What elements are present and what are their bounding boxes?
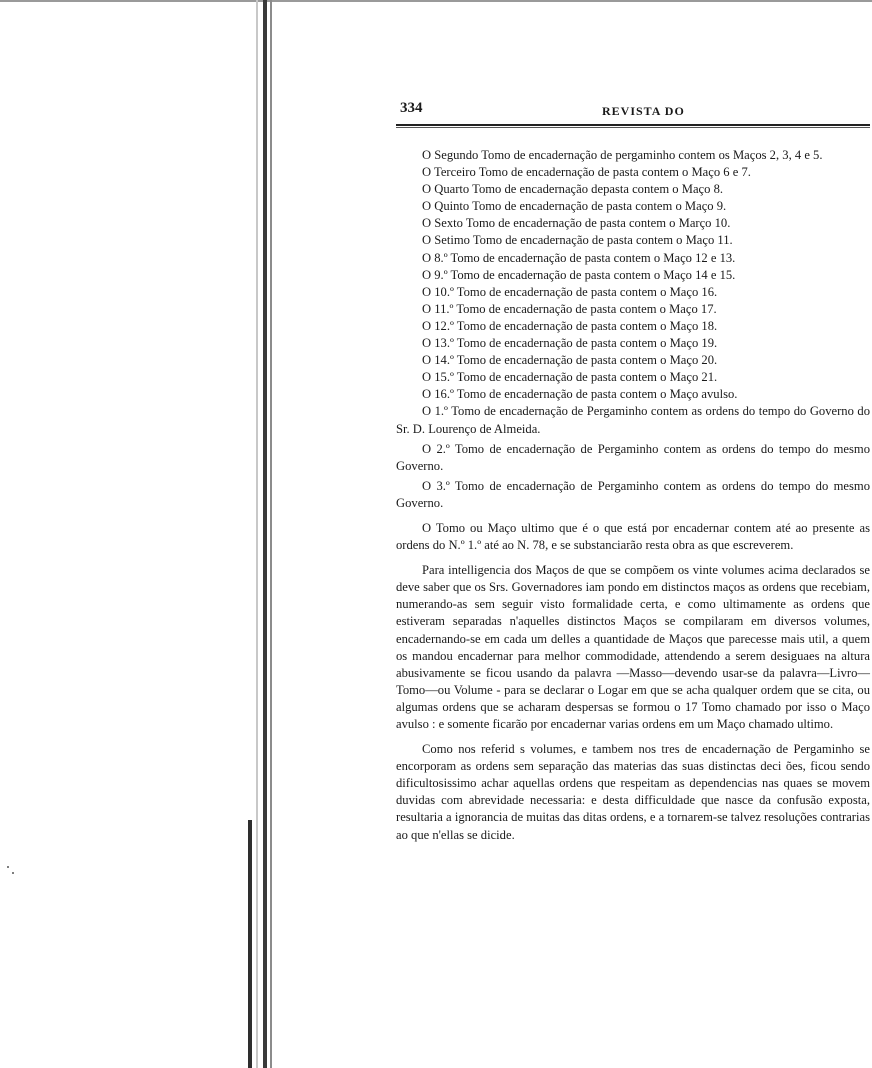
- scan-speck: [12, 872, 14, 874]
- paragraph: Como nos referid s volumes, e tambem nos tres de encadernação de Pergaminho se encorporam as ordens sem separação das materias das suas distinctas deci ões, ficou sendo dificultosissimo achar aquellas ordens que respeitam as dependencias nas quaes se movem duvidas com abrevidade necessaria: e desta difficuldade que nasce da confusão exposta, resultaria a ignorancia de muitas das ditas ordens, e a tornarem-se talvez resoluções contrarias ao que n'ellas se dicide.: [396, 742, 870, 842]
- volume-entry: O Sexto Tomo de encadernação de pasta contem o Março 10.: [422, 216, 731, 231]
- volume-entry: O 2.º Tomo de encadernação de Pergaminho contem as ordens do tempo do mesmo Governo.: [396, 441, 870, 473]
- volume-entry: O 1.º Tomo de encadernação de Pergaminho contem as ordens do tempo do Governo do Sr. D. Lourenço de Almeida.: [396, 404, 870, 436]
- running-head: [396, 96, 870, 118]
- scan-speck: [7, 866, 9, 868]
- volume-entry: O 10.º Tomo de encadernação de pasta contem o Maço 16.: [422, 284, 718, 299]
- volume-entry: O 9.º Tomo de encadernação de pasta contem o Maço 14 e 15.: [422, 267, 736, 282]
- volume-entry: O 16.º Tomo de encadernação de pasta contem o Maço avulso.: [422, 387, 738, 402]
- page: [396, 96, 870, 844]
- book-gutter-shadow: [256, 0, 258, 1068]
- volume-entry: O Segundo Tomo de encadernação de pergaminho contem os Maços 2, 3, 4 e 5.: [422, 148, 823, 162]
- book-gutter: [263, 0, 267, 1068]
- running-title: REVISTA DO: [602, 104, 685, 118]
- book-spine-shadow: [248, 820, 252, 1068]
- header-rule: [396, 124, 870, 128]
- paragraph: O Tomo ou Maço ultimo que é o que está por encadernar contem até ao presente as ordens do N.º 1.º até ao N. 78, e se substanciarão resta obra as que escreverem.: [396, 520, 870, 553]
- volume-entry: O 8.º Tomo de encadernação de pasta contem o Maço 12 e 13.: [422, 250, 736, 265]
- volume-entry: O Setimo Tomo de encadernação de pasta contem o Maço 11.: [422, 233, 733, 248]
- volume-entry: O Terceiro Tomo de encadernação de pasta contem o Maço 6 e 7.: [422, 165, 751, 180]
- volume-entry: O 3.º Tomo de encadernação de Pergaminho contem as ordens do tempo do mesmo Governo.: [396, 478, 870, 510]
- body-text: [396, 147, 870, 844]
- volume-entry: O Quinto Tomo de encadernação de pasta contem o Maço 9.: [422, 199, 727, 214]
- scan-edge: [0, 0, 872, 2]
- page-number: 334: [400, 100, 423, 116]
- volume-entry: O 12.º Tomo de encadernação de pasta contem o Maço 18.: [422, 318, 718, 333]
- book-gutter-edge: [270, 0, 272, 1068]
- volume-entry: O 15.º Tomo de encadernação de pasta contem o Maço 21.: [422, 370, 718, 385]
- volume-entry: O 13.º Tomo de encadernação de pasta contem o Maço 19.: [422, 336, 718, 351]
- paragraph: Para intelligencia dos Maços de que se compõem os vinte volumes acima declarados se deve saber que os Srs. Governadores iam pondo em distinctos maços as ordens que recebiam, numerando-as sem seguir visto formalidade certa, e como ultimamente as ordens que estiveram separadas n'aquelles distinctos Maços se compilaram em diversos volumes, encadernando-se em cada um delles a quantidade de Maços que parecesse mais util, a quem os mandou encadernar para melhor commodidade, attendendo a serem desiguaes na altura abusivamente se ficou usando da palavra —Masso—devendo usar-se da palavra—Livro—Tomo—ou Volume - para se declarar o Logar em que se acha qualquer ordem que se cita, ou algumas ordens que se acharam despersas se formou o 17 Tomo chamado por isso o Maço avulso : e somente ficarão por encadernar varias ordens em um Maço chamado ultimo.: [396, 563, 870, 731]
- volume-entry: O 14.º Tomo de encadernação de pasta contem o Maço 20.: [422, 353, 718, 368]
- volume-entry: O 11.º Tomo de encadernação de pasta contem o Maço 17.: [422, 301, 717, 316]
- volume-entry: O Quarto Tomo de encadernação depasta contem o Maço 8.: [422, 182, 724, 197]
